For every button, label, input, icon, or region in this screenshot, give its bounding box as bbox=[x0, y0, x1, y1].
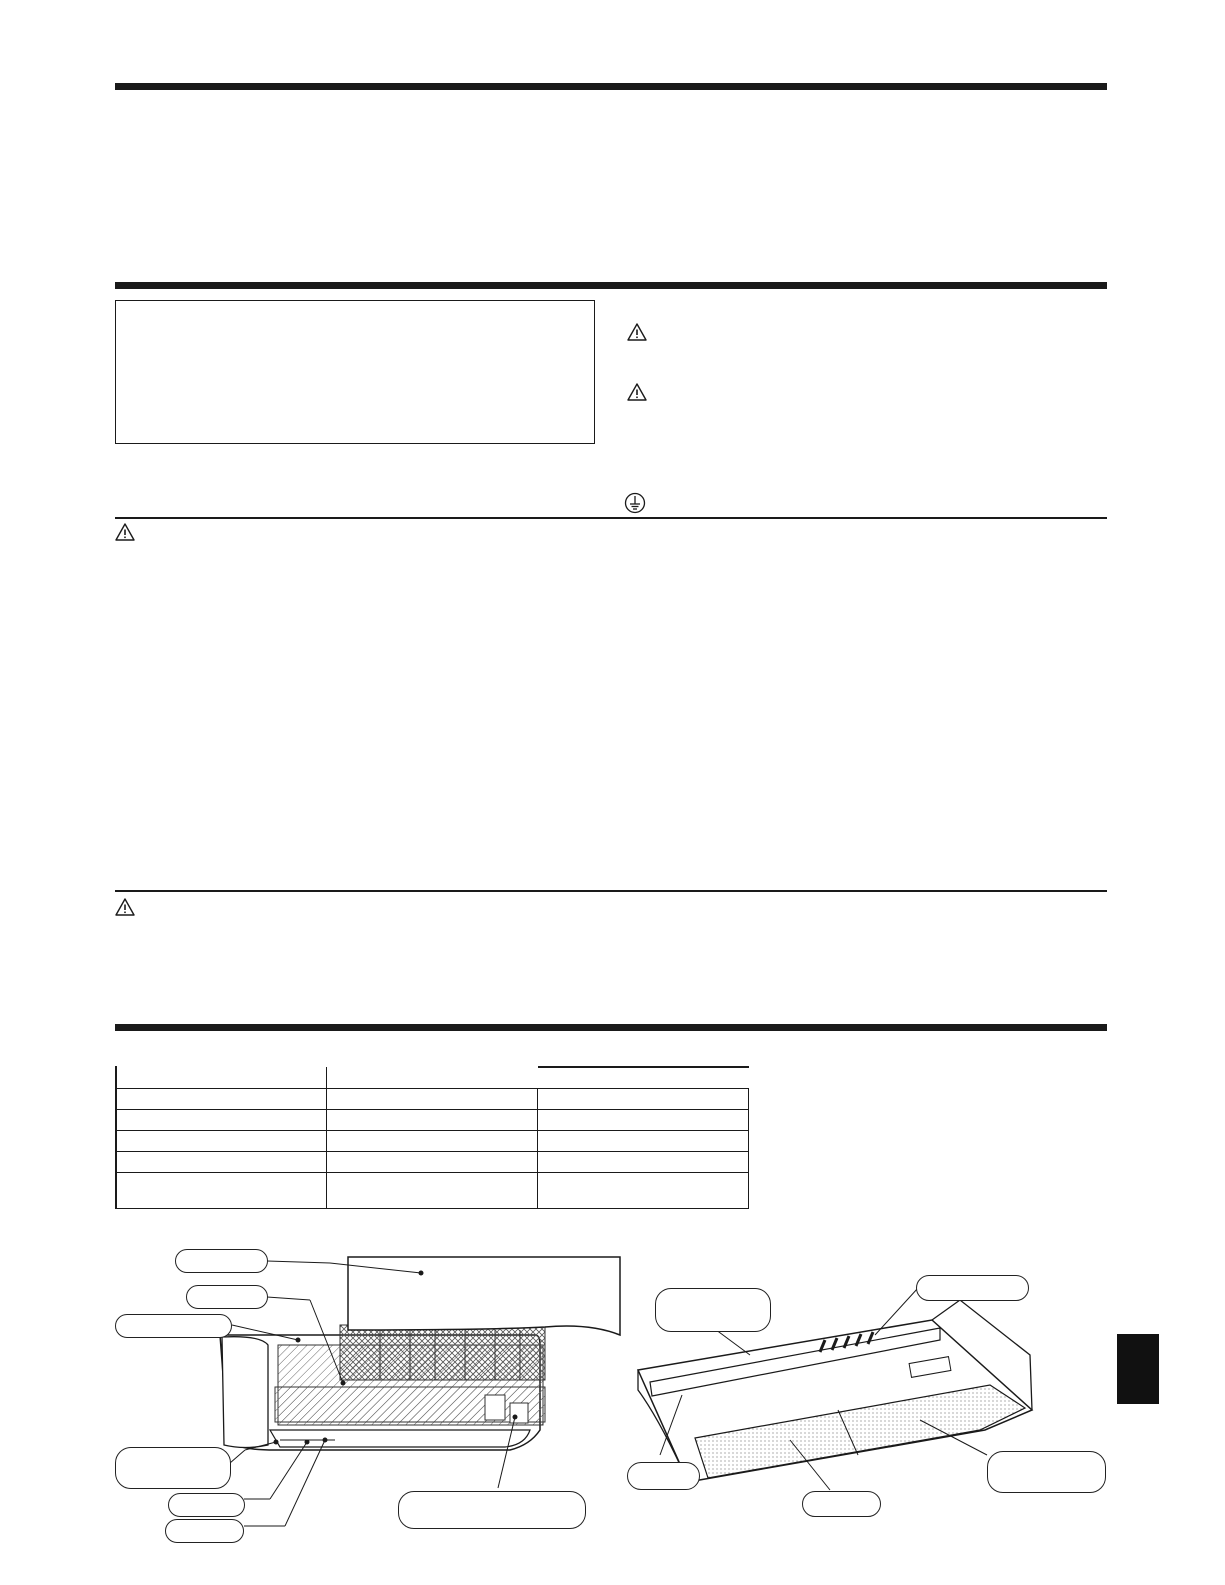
table-cell bbox=[116, 1088, 327, 1109]
callout-bottom-left-2 bbox=[168, 1493, 245, 1517]
section-rule-parts bbox=[115, 1024, 1107, 1031]
caution-icon bbox=[627, 383, 647, 401]
table-row bbox=[116, 1109, 749, 1130]
table-cell bbox=[327, 1067, 538, 1088]
table-cell bbox=[538, 1130, 749, 1151]
callout-lower-center bbox=[802, 1491, 881, 1517]
spec-table bbox=[115, 1066, 749, 1209]
table-cell bbox=[538, 1151, 749, 1172]
table-cell bbox=[538, 1172, 749, 1208]
table-left-edge bbox=[115, 1066, 117, 1208]
section-rule-top bbox=[115, 83, 1107, 90]
section-rule-safety bbox=[115, 282, 1107, 289]
table-row bbox=[116, 1067, 749, 1088]
callout-upper-right bbox=[916, 1275, 1029, 1301]
warning-divider bbox=[115, 517, 1107, 519]
callout-upper-left bbox=[655, 1288, 771, 1332]
callout-lower-right bbox=[987, 1451, 1106, 1493]
callout-top-left-2 bbox=[186, 1285, 268, 1309]
table-cell bbox=[116, 1130, 327, 1151]
table-cell bbox=[116, 1109, 327, 1130]
callout-top-left-1 bbox=[175, 1249, 268, 1273]
table-cell bbox=[327, 1151, 538, 1172]
table-cell bbox=[327, 1172, 538, 1208]
table-cell bbox=[538, 1109, 749, 1130]
table-cell bbox=[116, 1067, 327, 1088]
callout-bottom-center bbox=[398, 1491, 586, 1529]
caution-list-icon bbox=[115, 898, 135, 916]
warning-list-icon bbox=[115, 523, 135, 541]
table-row bbox=[116, 1130, 749, 1151]
callout-lower-left bbox=[627, 1462, 700, 1490]
warning-icon bbox=[627, 323, 647, 341]
table-cell bbox=[327, 1109, 538, 1130]
earth-ground-icon bbox=[624, 492, 646, 514]
table-row bbox=[116, 1151, 749, 1172]
table-row bbox=[116, 1088, 749, 1109]
safety-intro-box bbox=[115, 300, 595, 444]
callout-bottom-left-1 bbox=[115, 1447, 231, 1489]
caution-divider bbox=[115, 890, 1107, 892]
callout-left-3 bbox=[115, 1314, 232, 1338]
table-cell bbox=[327, 1130, 538, 1151]
table-cell bbox=[116, 1151, 327, 1172]
language-tab bbox=[1117, 1334, 1159, 1404]
table-cell bbox=[327, 1088, 538, 1109]
callout-bottom-left-3 bbox=[165, 1519, 244, 1543]
table-cell bbox=[538, 1067, 749, 1088]
table-cell bbox=[116, 1172, 327, 1208]
table-cell bbox=[538, 1088, 749, 1109]
table-row bbox=[116, 1172, 749, 1208]
